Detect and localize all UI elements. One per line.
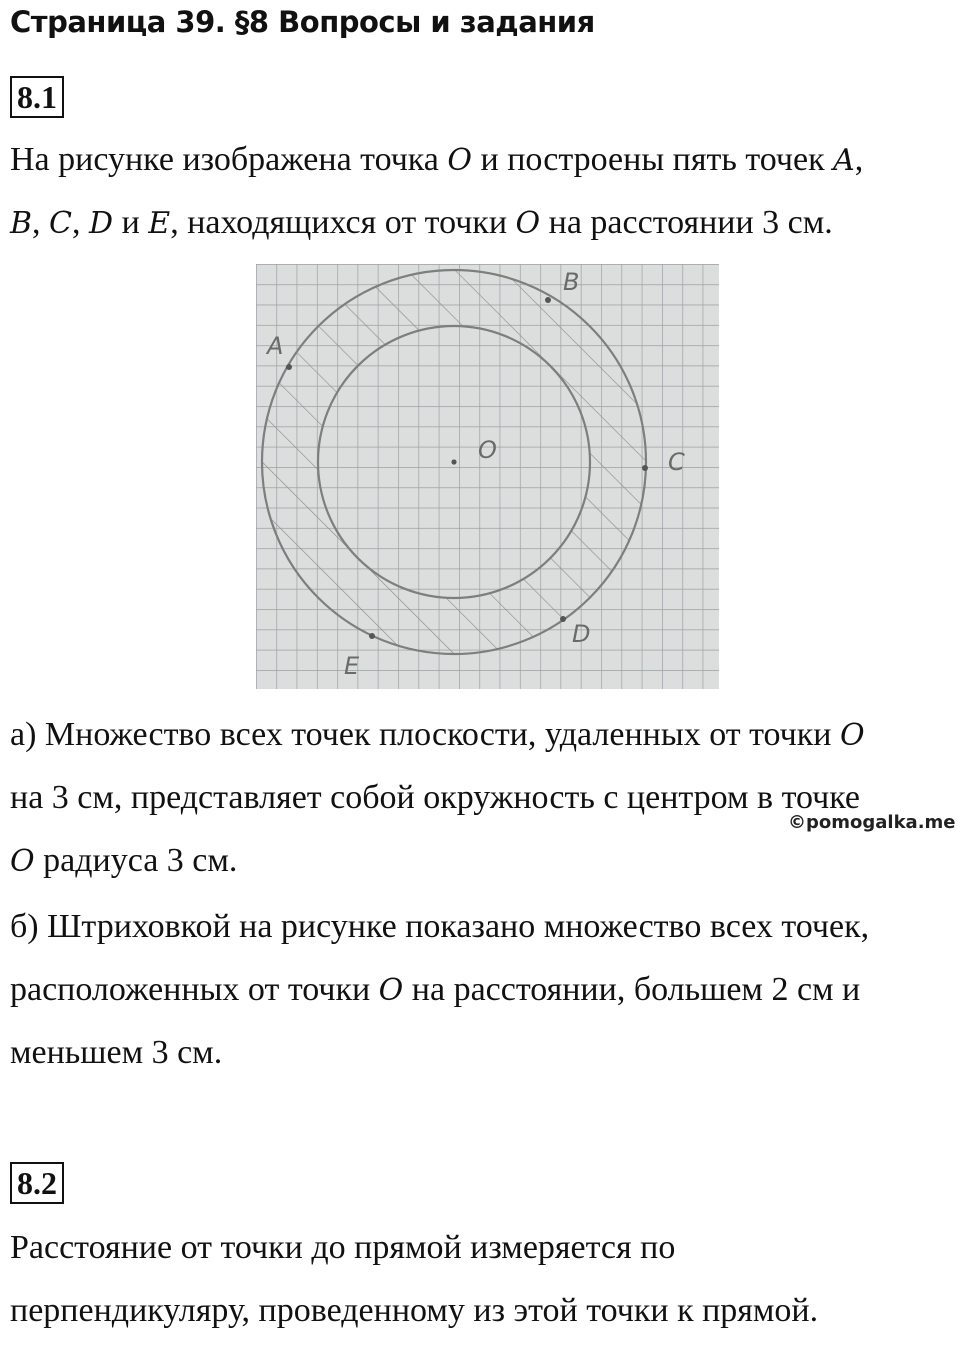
point-a	[286, 364, 292, 370]
task-8-1-intro-line-2: B, C, D и E, находящихся от точки O на расстоянии 3 см.	[10, 204, 833, 241]
answer-a-line-2: на 3 см, представляет собой окружность с центром в точке	[10, 779, 860, 816]
point-b	[545, 297, 551, 303]
answer-b-line-2: расположенных от точки O на расстоянии, большем 2 см и	[10, 971, 861, 1008]
task-8-2-line-2: перпендикуляру, проведенному из этой точки к прямой.	[10, 1292, 819, 1329]
label-b: B	[563, 268, 580, 296]
task-number-8-2: 8.2	[10, 1162, 64, 1204]
label-a: A	[267, 332, 284, 360]
page-title: Страница 39. §8 Вопросы и задания	[10, 5, 595, 39]
answer-a-line-1: а) Множество всех точек плоскости, удаленных от точки O	[10, 716, 865, 753]
label-e: E	[344, 652, 360, 680]
point-o	[451, 459, 456, 464]
answer-b-line-3: меньшем 3 см.	[10, 1034, 223, 1071]
point-d	[560, 616, 566, 622]
watermark: ©pomogalka.me	[788, 812, 956, 833]
answer-b-line-1: б) Штриховкой на рисунке показано множество всех точек,	[10, 908, 870, 945]
task-8-1-intro-line-1: На рисунке изображена точка O и построены пять точек A,	[10, 141, 864, 178]
point-c	[642, 465, 648, 471]
point-e	[369, 633, 375, 639]
task-number-8-1: 8.1	[10, 76, 64, 118]
label-o: O	[478, 436, 497, 464]
label-c: C	[668, 448, 685, 476]
label-d: D	[572, 620, 591, 648]
hand-drawn-circle-figure	[256, 264, 719, 689]
task-8-2-line-1: Расстояние от точки до прямой измеряется по	[10, 1229, 676, 1266]
hatched-ring	[256, 264, 719, 689]
answer-a-line-3: O радиуса 3 см.	[10, 842, 238, 879]
